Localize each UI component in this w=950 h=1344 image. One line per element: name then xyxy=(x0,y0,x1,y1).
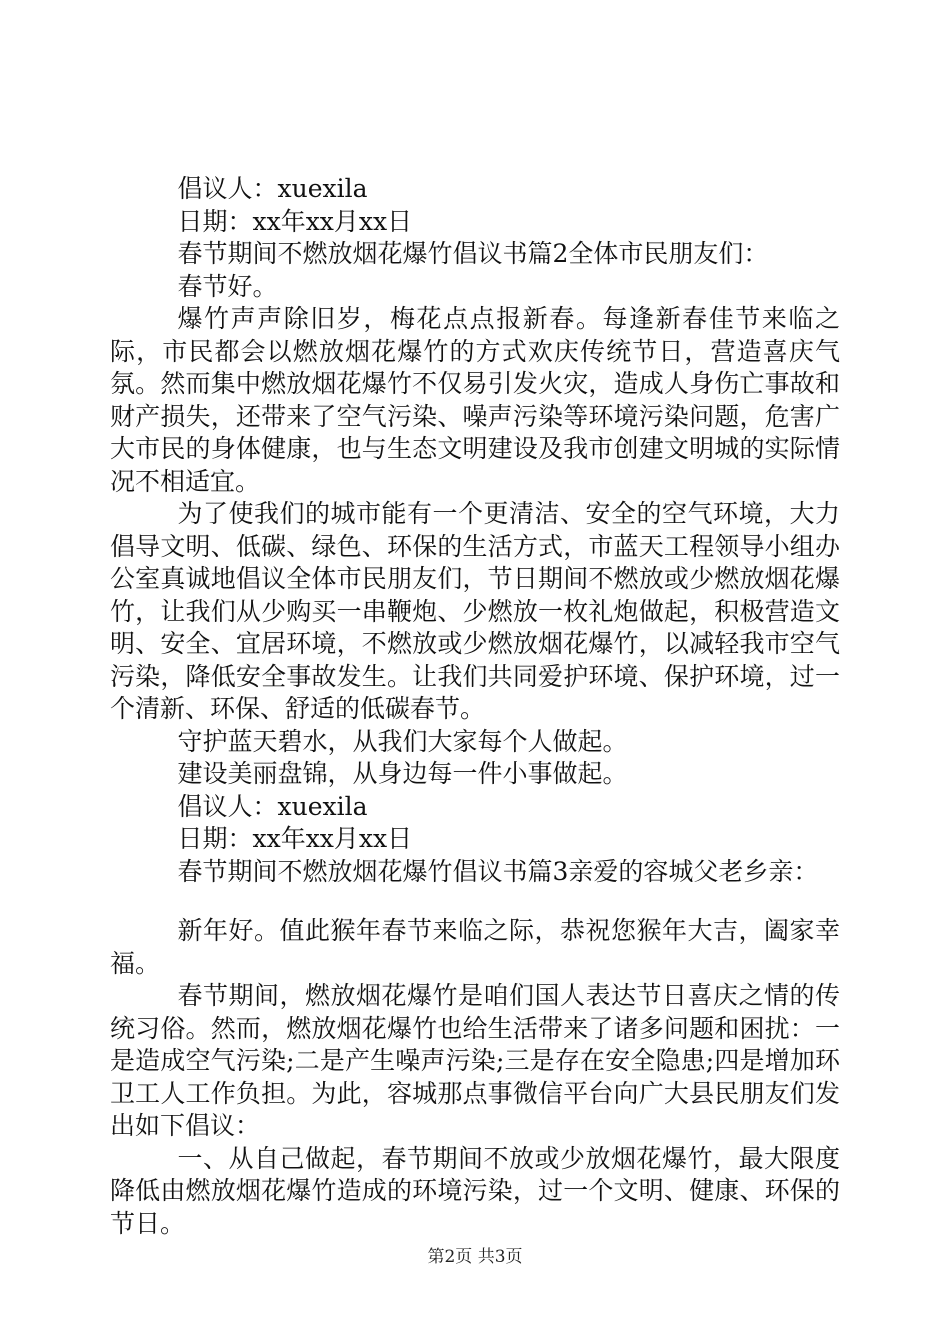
section-heading: 春节期间不燃放烟花爆竹倡议书篇3亲爱的容城父老乡亲： xyxy=(177,856,819,886)
body-paragraph: 春节期间，燃放烟花爆竹是咱们国人表达节日喜庆之情的传统习俗。然而，燃放烟花爆竹也给生活带来了诸多问题和困扰：一是造成空气污染;二是产生噪声污染;三是存在安全隐患;四是增加环卫工人工作负担。为此，容城那点事微信平台向广大县民朋友们发出如下倡议： xyxy=(110,981,840,1140)
proposer-line: 倡议人：xuexila xyxy=(177,174,368,203)
slogan-line: 守护蓝天碧水，从我们大家每个人做起。 xyxy=(177,726,628,756)
date-line: 日期：xx年xx月xx日 xyxy=(177,206,413,236)
body-paragraph: 新年好。值此猴年春节来临之际，恭祝您猴年大吉，阖家幸福。 xyxy=(110,916,840,978)
slogan-line: 建设美丽盘锦，从身边每一件小事做起。 xyxy=(177,759,628,788)
body-paragraph: 为了使我们的城市能有一个更清洁、安全的空气环境，大力倡导文明、低碳、绿色、环保的生活方式，市蓝天工程领导小组办公室真诚地倡议全体市民朋友们，节日期间不燃放或少燃放烟花爆竹，让我们从少购买一串鞭炮、少燃放一枚礼炮做起，积极营造文明、安全、宜居环境，不燃放或少燃放烟花爆竹，以减轻我市空气污染，降低安全事故发生。让我们共同爱护环境、保护环境，过一个清新、环保、舒适的低碳春节。 xyxy=(110,499,840,723)
document-body xyxy=(110,173,840,1240)
blank-line xyxy=(110,888,840,915)
body-paragraph: 爆竹声声除旧岁，梅花点点报新春。每逢新春佳节来临之际，市民都会以燃放烟花爆竹的方式欢庆传统节日，营造喜庆气氛。然而集中燃放烟花爆竹不仅易引发火灾，造成人身伤亡事故和财产损失，还带来了空气污染、噪声污染等环境污染问题，危害广大市民的身体健康，也与生态文明建设及我市创建文明城的实际情况不相适宜。 xyxy=(110,304,840,496)
proposer-line: 倡议人：xuexila xyxy=(177,791,368,821)
page-footer: 第2页 共3页 xyxy=(427,1247,523,1267)
body-paragraph: 一、从自己做起，春节期间不放或少放烟花爆竹，最大限度降低由燃放烟花爆竹造成的环境污染，过一个文明、健康、环保的节日。 xyxy=(110,1143,840,1238)
greeting-line: 春节好。 xyxy=(177,271,278,301)
section-heading: 春节期间不燃放烟花爆竹倡议书篇2全体市民朋友们： xyxy=(177,239,769,268)
date-line: 日期：xx年xx月xx日 xyxy=(177,824,413,853)
